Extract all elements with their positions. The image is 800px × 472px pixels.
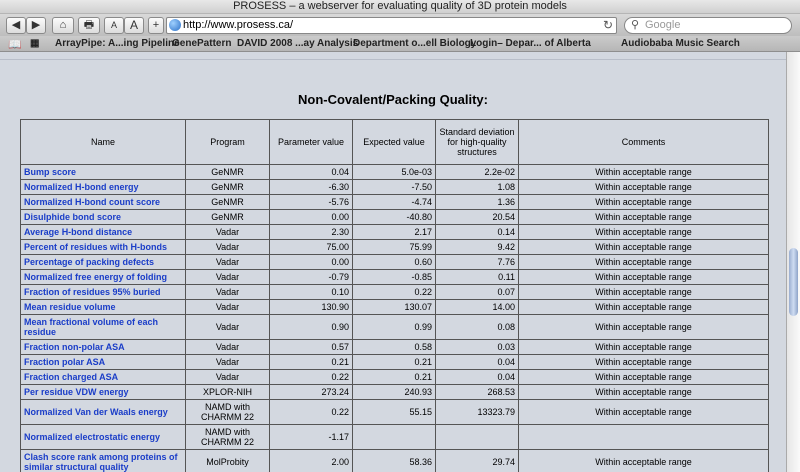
std-deviation-cell: 0.04: [436, 370, 519, 385]
window-title: PROSESS – a webserver for evaluating quality of 3D protein models: [0, 0, 800, 14]
search-icon: ⚲: [631, 19, 640, 31]
program-cell: GeNMR: [186, 165, 270, 180]
std-deviation-cell: 268.53: [436, 385, 519, 400]
table-body: [21, 165, 769, 472]
parameter-value-cell: 130.90: [270, 300, 353, 315]
comment-cell: Within acceptable range: [519, 180, 769, 195]
address-bar[interactable]: [166, 17, 617, 34]
table-row: [21, 285, 769, 300]
metric-name-link[interactable]: Fraction non-polar ASA: [21, 340, 186, 355]
std-deviation-cell: [436, 425, 519, 450]
expected-value-cell: -7.50: [353, 180, 436, 195]
parameter-value-cell: 0.57: [270, 340, 353, 355]
program-cell: NAMD with CHARMM 22: [186, 425, 270, 450]
bookmarks-bar: [0, 36, 800, 52]
program-cell: GeNMR: [186, 195, 270, 210]
comment-cell: Within acceptable range: [519, 270, 769, 285]
table-row: [21, 270, 769, 285]
metric-name-link[interactable]: Disulphide bond score: [21, 210, 186, 225]
url-text: http://www.prosess.ca/: [183, 19, 294, 31]
program-cell: Vadar: [186, 340, 270, 355]
toolbar: [0, 14, 800, 36]
page-content: [0, 52, 786, 472]
parameter-value-cell: 0.22: [270, 400, 353, 425]
parameter-value-cell: 0.00: [270, 210, 353, 225]
parameter-value-cell: -0.79: [270, 270, 353, 285]
program-cell: Vadar: [186, 255, 270, 270]
divider: [0, 59, 786, 60]
bookmark-item[interactable]: DAVID 2008 ...ay Analysis: [237, 38, 359, 49]
table-row: [21, 450, 769, 472]
text-smaller-button[interactable]: A: [104, 17, 124, 34]
metric-name-link[interactable]: Average H-bond distance: [21, 225, 186, 240]
program-cell: Vadar: [186, 270, 270, 285]
comment-cell: Within acceptable range: [519, 450, 769, 472]
section-title: Non-Covalent/Packing Quality:: [298, 92, 488, 107]
table-row: [21, 355, 769, 370]
comment-cell: Within acceptable range: [519, 255, 769, 270]
search-input[interactable]: [624, 17, 792, 34]
expected-value-cell: 0.99: [353, 315, 436, 340]
expected-value-cell: 0.22: [353, 285, 436, 300]
column-header: Parameter value: [270, 120, 353, 165]
metric-name-link[interactable]: Bump score: [21, 165, 186, 180]
expected-value-cell: [353, 425, 436, 450]
program-cell: Vadar: [186, 300, 270, 315]
std-deviation-cell: 0.07: [436, 285, 519, 300]
table-row: [21, 240, 769, 255]
comment-cell: [519, 425, 769, 450]
std-deviation-cell: 0.08: [436, 315, 519, 340]
expected-value-cell: 0.60: [353, 255, 436, 270]
metric-name-link[interactable]: Clash score rank among proteins of similar structural quality: [21, 450, 186, 472]
std-deviation-cell: 1.36: [436, 195, 519, 210]
comment-cell: Within acceptable range: [519, 300, 769, 315]
parameter-value-cell: -5.76: [270, 195, 353, 210]
program-cell: XPLOR-NIH: [186, 385, 270, 400]
expected-value-cell: 5.0e-03: [353, 165, 436, 180]
comment-cell: Within acceptable range: [519, 240, 769, 255]
program-cell: Vadar: [186, 370, 270, 385]
table-row: [21, 315, 769, 340]
forward-button[interactable]: ▶: [26, 17, 46, 34]
text-bigger-button[interactable]: A: [124, 17, 144, 34]
reload-icon[interactable]: ↻: [602, 18, 613, 32]
comment-cell: Within acceptable range: [519, 340, 769, 355]
comment-cell: Within acceptable range: [519, 165, 769, 180]
program-cell: MolProbity: [186, 450, 270, 472]
metric-name-link[interactable]: Percent of residues with H-bonds: [21, 240, 186, 255]
comment-cell: Within acceptable range: [519, 195, 769, 210]
expected-value-cell: 130.07: [353, 300, 436, 315]
print-button[interactable]: 🖶: [78, 17, 100, 34]
parameter-value-cell: 0.00: [270, 255, 353, 270]
parameter-value-cell: 0.22: [270, 370, 353, 385]
table-row: [21, 165, 769, 180]
metric-name-link[interactable]: Normalized H-bond energy: [21, 180, 186, 195]
bookmarks-book-icon[interactable]: 📖: [8, 39, 22, 51]
program-cell: NAMD with CHARMM 22: [186, 400, 270, 425]
bookmark-item[interactable]: Login– Depar... of Alberta: [470, 38, 591, 49]
std-deviation-cell: 2.2e-02: [436, 165, 519, 180]
metric-name-link[interactable]: Per residue VDW energy: [21, 385, 186, 400]
table-row: [21, 300, 769, 315]
metric-name-link[interactable]: Normalized H-bond count score: [21, 195, 186, 210]
table-row: [21, 180, 769, 195]
parameter-value-cell: 0.10: [270, 285, 353, 300]
home-button[interactable]: ⌂: [52, 17, 74, 34]
add-bookmark-button[interactable]: +: [148, 17, 164, 34]
metric-name-link[interactable]: Percentage of packing defects: [21, 255, 186, 270]
parameter-value-cell: 0.90: [270, 315, 353, 340]
program-cell: Vadar: [186, 240, 270, 255]
table-row: [21, 225, 769, 240]
scrollbar-thumb[interactable]: [789, 248, 798, 316]
column-header: Name: [21, 120, 186, 165]
comment-cell: Within acceptable range: [519, 355, 769, 370]
comment-cell: Within acceptable range: [519, 315, 769, 340]
program-cell: Vadar: [186, 225, 270, 240]
search-placeholder: Google: [645, 19, 681, 31]
parameter-value-cell: 0.21: [270, 355, 353, 370]
std-deviation-cell: 14.00: [436, 300, 519, 315]
std-deviation-cell: 0.11: [436, 270, 519, 285]
expected-value-cell: 0.58: [353, 340, 436, 355]
expected-value-cell: 0.21: [353, 355, 436, 370]
expected-value-cell: 2.17: [353, 225, 436, 240]
program-cell: Vadar: [186, 315, 270, 340]
comment-cell: Within acceptable range: [519, 285, 769, 300]
table-row: [21, 425, 769, 450]
vertical-scrollbar[interactable]: [786, 52, 800, 472]
std-deviation-cell: 0.14: [436, 225, 519, 240]
std-deviation-cell: 9.42: [436, 240, 519, 255]
parameter-value-cell: 0.04: [270, 165, 353, 180]
metric-name-link[interactable]: Normalized electrostatic energy: [21, 425, 186, 450]
parameter-value-cell: -6.30: [270, 180, 353, 195]
std-deviation-cell: 0.03: [436, 340, 519, 355]
column-header: Standard deviation for high-quality structures: [436, 120, 519, 165]
table-row: [21, 400, 769, 425]
parameter-value-cell: 75.00: [270, 240, 353, 255]
comment-cell: Within acceptable range: [519, 385, 769, 400]
expected-value-cell: 58.36: [353, 450, 436, 472]
comment-cell: Within acceptable range: [519, 370, 769, 385]
bookmark-item[interactable]: ArrayPipe: A...ing Pipeline: [55, 38, 180, 49]
bookmark-item[interactable]: Audiobaba Music Search: [621, 38, 740, 49]
parameter-value-cell: 273.24: [270, 385, 353, 400]
metric-name-link[interactable]: Fraction polar ASA: [21, 355, 186, 370]
top-sites-grid-icon[interactable]: ▦: [30, 38, 40, 49]
column-header: Program: [186, 120, 270, 165]
program-cell: GeNMR: [186, 180, 270, 195]
expected-value-cell: 55.15: [353, 400, 436, 425]
expected-value-cell: -40.80: [353, 210, 436, 225]
metric-name-link[interactable]: Mean fractional volume of each residue: [21, 315, 186, 340]
parameter-value-cell: -1.17: [270, 425, 353, 450]
metric-name-link[interactable]: Fraction of residues 95% buried: [21, 285, 186, 300]
expected-value-cell: 240.93: [353, 385, 436, 400]
std-deviation-cell: 29.74: [436, 450, 519, 472]
std-deviation-cell: 13323.79: [436, 400, 519, 425]
column-header: Comments: [519, 120, 769, 165]
column-header: Expected value: [353, 120, 436, 165]
metric-name-link[interactable]: Fraction charged ASA: [21, 370, 186, 385]
table-row: [21, 255, 769, 270]
table-row: [21, 195, 769, 210]
program-cell: Vadar: [186, 355, 270, 370]
expected-value-cell: 75.99: [353, 240, 436, 255]
table-row: [21, 210, 769, 225]
parameter-value-cell: 2.00: [270, 450, 353, 472]
expected-value-cell: -4.74: [353, 195, 436, 210]
program-cell: GeNMR: [186, 210, 270, 225]
bookmark-item[interactable]: Department o...ell Biology: [353, 38, 477, 49]
parameter-value-cell: 2.30: [270, 225, 353, 240]
program-cell: Vadar: [186, 285, 270, 300]
table-row: [21, 385, 769, 400]
table-header-row: [21, 120, 769, 165]
table-row: [21, 370, 769, 385]
comment-cell: Within acceptable range: [519, 225, 769, 240]
std-deviation-cell: 7.76: [436, 255, 519, 270]
std-deviation-cell: 20.54: [436, 210, 519, 225]
expected-value-cell: 0.21: [353, 370, 436, 385]
comment-cell: Within acceptable range: [519, 210, 769, 225]
back-button[interactable]: ◀: [6, 17, 26, 34]
quality-table: [20, 119, 769, 472]
metric-name-link[interactable]: Normalized free energy of folding: [21, 270, 186, 285]
globe-icon: [169, 19, 181, 31]
metric-name-link[interactable]: Mean residue volume: [21, 300, 186, 315]
std-deviation-cell: 0.04: [436, 355, 519, 370]
bookmark-item[interactable]: GenePattern: [172, 38, 232, 49]
std-deviation-cell: 1.08: [436, 180, 519, 195]
comment-cell: Within acceptable range: [519, 400, 769, 425]
expected-value-cell: -0.85: [353, 270, 436, 285]
metric-name-link[interactable]: Normalized Van der Waals energy: [21, 400, 186, 425]
table-row: [21, 340, 769, 355]
